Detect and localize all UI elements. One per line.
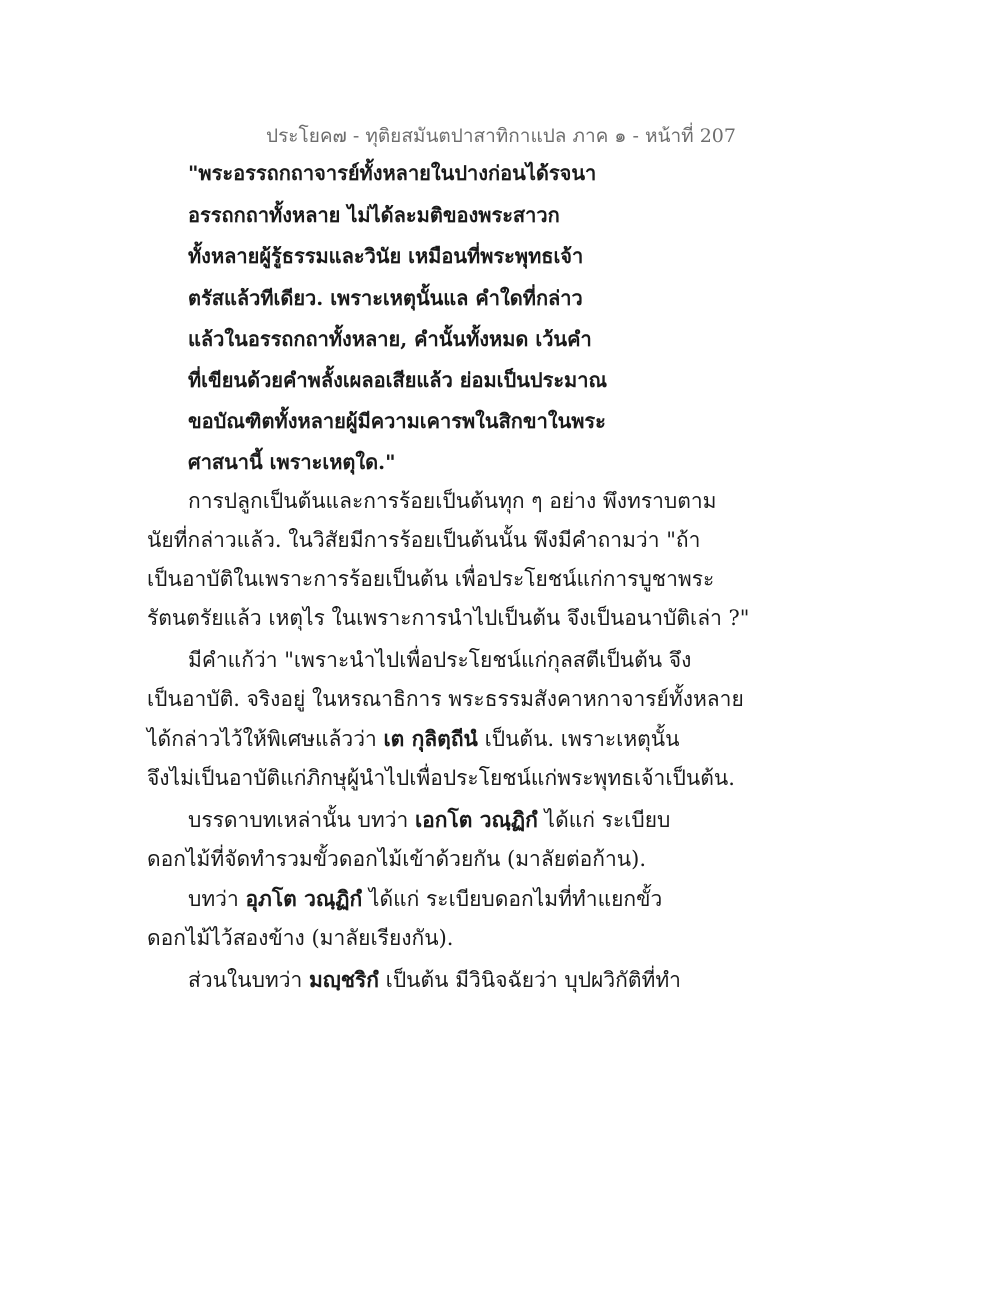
quote-line-4: ตรัสแล้วทีเดียว. เพราะเหตุนั้นแล คำใดที่กล่าว xyxy=(188,286,583,310)
para3-line-1-text-post: ได้แก่ ระเบียบ xyxy=(537,808,671,832)
para2-line-1: มีคำแก้ว่า "เพราะนำไปเพื่อประโยชน์แก่กุลสตีเป็นต้น จึง xyxy=(188,648,692,672)
para1-line-3: เป็นอาบัติในเพราะการร้อยเป็นต้น เพื่อประโยชน์แก่การบูชาพระ xyxy=(147,567,715,591)
quote-line-1: "พระอรรถกถาจารย์ทั้งหลายในปางก่อนได้รจนา xyxy=(188,161,597,185)
quote-line-2: อรรถกถาทั้งหลาย ไม่ได้ละมติของพระสาวก xyxy=(188,203,560,227)
para4-line-2: ดอกไม้ไว้สองข้าง (มาลัยเรียงกัน). xyxy=(147,926,454,950)
para4-line-1-text-post: ได้แก่ ระเบียบดอกไมที่ทำแยกขั้ว xyxy=(362,887,663,911)
quote-line-8: ศาสนานี้ เพราะเหตุใด." xyxy=(188,450,396,474)
para1-line-2: นัยที่กล่าวแล้ว. ในวิสัยมีการร้อยเป็นต้นนั้น พึงมีคำถามว่า "ถ้า xyxy=(147,528,701,552)
quote-line-3: ทั้งหลายผู้รู้ธรรมและวินัย เหมือนที่พระพุทธเจ้า xyxy=(188,244,584,268)
para2-line-2: เป็นอาบัติ. จริงอยู่ ในหรณาธิการ พระธรรมสังคาหกาจารย์ทั้งหลาย xyxy=(147,687,744,711)
quote-line-5: แล้วในอรรถกถาทั้งหลาย, คำนั้นทั้งหมด เว้นคำ xyxy=(188,327,592,351)
para2-line-3-text-pre: ได้กล่าวไว้ให้พิเศษแล้วว่า xyxy=(147,727,384,751)
pali-term-manjarikam: มญฺชริกํ xyxy=(309,967,379,992)
para3-line-1-text-pre: บรรดาบทเหล่านั้น บทว่า xyxy=(188,808,415,832)
pali-term-te-kulitthinam: เต กุลิตฺถีนํ xyxy=(383,726,478,751)
pali-term-ubhato-vantikam: อุภโต วณฺฏิกํ xyxy=(245,886,363,911)
para2-line-4: จึงไม่เป็นอาบัติแก่ภิกษุผู้นำไปเพื่อประโยชน์แก่พระพุทธเจ้าเป็นต้น. xyxy=(147,766,735,790)
para3-line-1 xyxy=(188,805,670,835)
para1-line-1: การปลูกเป็นต้นและการร้อยเป็นต้นทุก ๆ อย่าง พึงทราบตาม xyxy=(188,489,717,513)
para1-line-4: รัตนตรัยแล้ว เหตุไร ในเพราะการนำไปเป็นต้น จึงเป็นอนาบัติเล่า ?" xyxy=(147,606,750,630)
para2-line-3-text-post: เป็นต้น. เพราะเหตุนั้น xyxy=(477,727,680,751)
para4-line-1 xyxy=(188,884,662,914)
para4-line-1-text-pre: บทว่า xyxy=(188,887,246,911)
pali-term-ekato-vantikam: เอกโต วณฺฏิกํ xyxy=(415,807,538,832)
para3-line-2: ดอกไม้ที่จัดทำรวมขั้วดอกไม้เข้าด้วยกัน (มาลัยต่อก้าน). xyxy=(147,847,647,871)
page-header: ประโยค๗ - ทุติยสมันตปาสาทิกาแปล ภาค ๑ - หน้าที่ 207 xyxy=(266,125,736,147)
para5-line-1-text-post: เป็นต้น มีวินิจฉัยว่า บุปผวิกัติที่ทำ xyxy=(379,968,681,992)
para5-line-1 xyxy=(188,965,681,995)
para5-line-1-text-pre: ส่วนในบทว่า xyxy=(188,968,310,992)
quote-line-6: ที่เขียนด้วยคำพลั้งเผลอเสียแล้ว ย่อมเป็นประมาณ xyxy=(188,368,608,392)
para2-line-3 xyxy=(147,724,680,754)
quote-line-7: ขอบัณฑิตทั้งหลายผู้มีความเคารพในสิกขาในพระ xyxy=(188,409,606,433)
